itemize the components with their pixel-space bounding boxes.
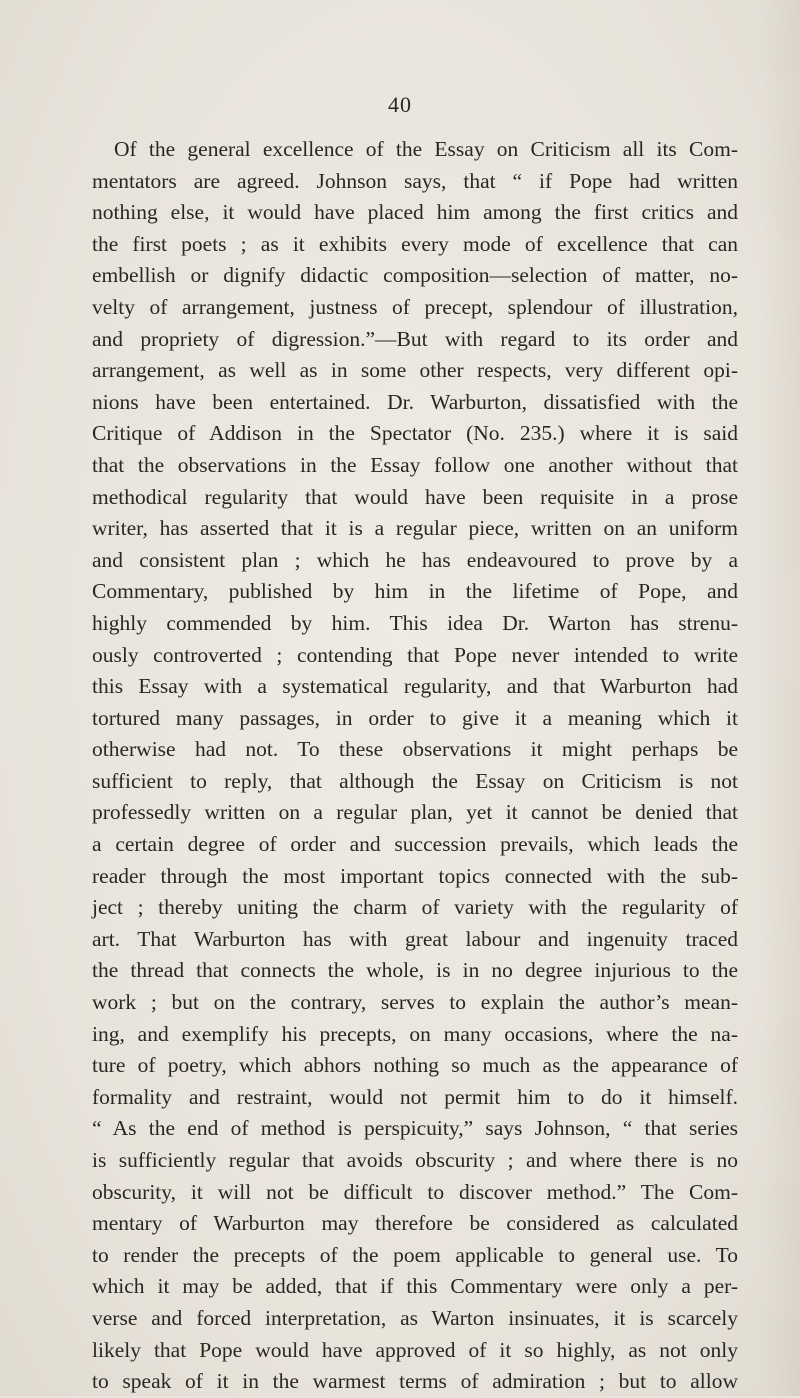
- text-line: to speak of it in the warmest terms of admiration ; but to allow: [92, 1369, 738, 1394]
- text-line: obscurity, it will not be difficult to discover method.” The Com-: [92, 1179, 738, 1204]
- text-line: the first poets ; as it exhibits every mode of excellence that can: [92, 231, 738, 256]
- text-line: mentary of Warburton may therefore be considered as calculated: [92, 1211, 738, 1236]
- text-line: nions have been entertained. Dr. Warburton, dissatisfied with the: [92, 389, 738, 414]
- text-line: professedly written on a regular plan, yet it cannot be denied that: [92, 800, 738, 825]
- text-line: otherwise had not. To these observations it might perhaps be: [92, 737, 738, 762]
- page-edge-shadow: [760, 0, 800, 1396]
- text-line: this Essay with a systematical regularity, and that Warburton had: [92, 674, 738, 699]
- text-line: reader through the most important topics connected with the sub-: [92, 863, 738, 888]
- text-line: Critique of Addison in the Spectator (No. 235.) where it is said: [92, 421, 738, 446]
- text-line: art. That Warburton has with great labour and ingenuity traced: [92, 926, 738, 951]
- text-line: verse and forced interpretation, as Warton insinuates, it is scarcely: [92, 1305, 738, 1330]
- text-line: writer, has asserted that it is a regular piece, written on an uniform: [92, 516, 738, 541]
- text-line: sufficient to reply, that although the Essay on Criticism is not: [92, 768, 738, 793]
- text-line: methodical regularity that would have been requisite in a prose: [92, 484, 738, 509]
- text-line: tortured many passages, in order to give it a meaning which it: [92, 705, 738, 730]
- text-line: and consistent plan ; which he has endeavoured to prove by a: [92, 547, 738, 572]
- text-line: is sufficiently regular that avoids obscurity ; and where there is no: [92, 1148, 738, 1172]
- text-line: nothing else, it would have placed him among the first critics and: [92, 200, 738, 225]
- text-line: which it may be added, that if this Commentary were only a per-: [92, 1274, 738, 1299]
- page-number: 40: [388, 92, 412, 117]
- text-line: likely that Pope would have approved of it so highly, as not only: [92, 1337, 738, 1362]
- text-line: work ; but on the contrary, serves to explain the author’s mean-: [92, 990, 738, 1015]
- text-line: Commentary, published by him in the lifetime of Pope, and: [92, 579, 738, 604]
- text-line: velty of arrangement, justness of precept, splendour of illustration,: [92, 294, 738, 319]
- text-line: ject ; thereby uniting the charm of variety with the regularity of: [92, 895, 738, 920]
- text-line: Of the general excellence of the Essay on Criticism all its Com-: [114, 137, 738, 161]
- text-line: and propriety of digression.”—But with regard to its order and: [92, 326, 738, 351]
- text-line: mentators are agreed. Johnson says, that “ if Pope had written: [92, 168, 738, 193]
- text-line: that the observations in the Essay follow one another without that: [92, 452, 738, 477]
- text-line: “ As the end of method is perspicuity,” says Johnson, “ that series: [92, 1116, 738, 1141]
- text-line: ing, and exemplify his precepts, on many occasions, where the na-: [92, 1021, 738, 1046]
- text-line: arrangement, as well as in some other respects, very different opi-: [92, 358, 738, 383]
- text-line: embellish or dignify didactic composition—selection of matter, no-: [92, 263, 738, 288]
- text-line: the thread that connects the whole, is in no degree injurious to the: [92, 958, 738, 983]
- text-line: to render the precepts of the poem applicable to general use. To: [92, 1242, 738, 1267]
- text-line: highly commended by him. This idea Dr. Warton has strenu-: [92, 610, 738, 635]
- text-line: ture of poetry, which abhors nothing so much as the appearance of: [92, 1053, 738, 1078]
- text-line: a certain degree of order and succession prevails, which leads the: [92, 832, 738, 857]
- text-line: formality and restraint, would not permit him to do it himself.: [92, 1084, 738, 1109]
- body-text: [92, 134, 738, 1398]
- text-line: ously controverted ; contending that Pope never intended to write: [92, 642, 738, 667]
